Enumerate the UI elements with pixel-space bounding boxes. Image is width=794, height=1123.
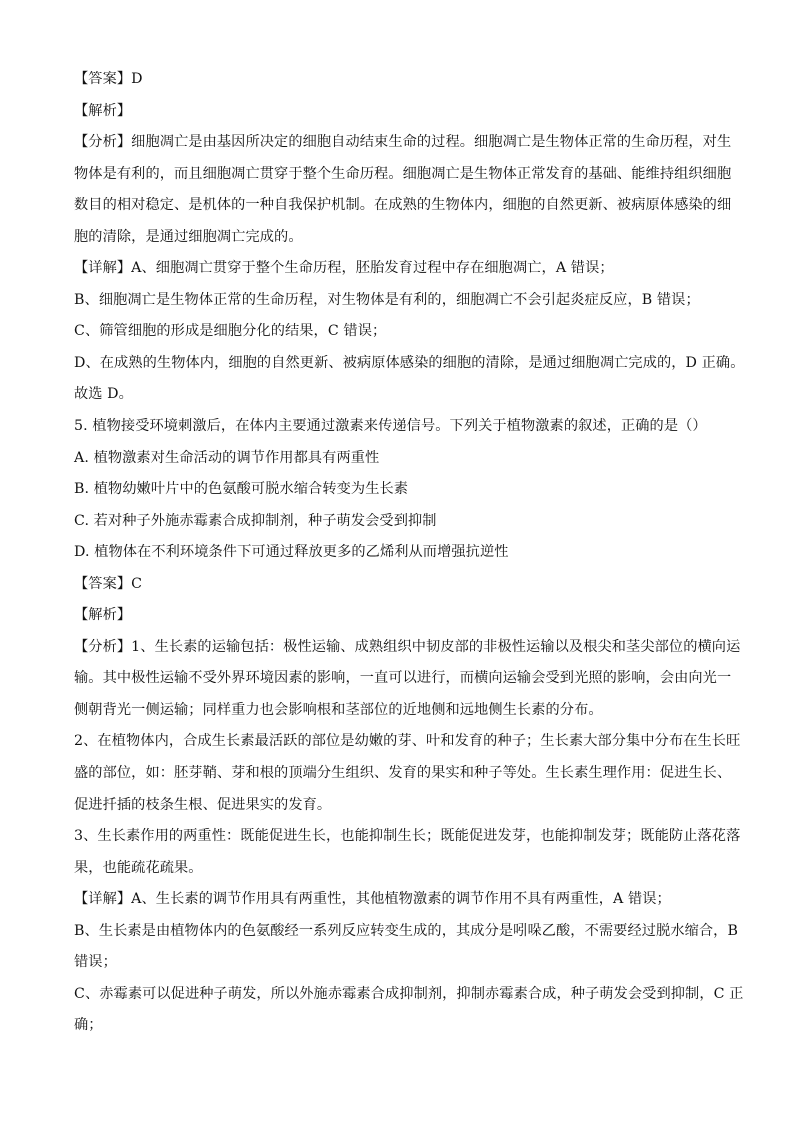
option-c: C. 若对种子外施赤霉素合成抑制剂，种子萌发会受到抑制: [74, 512, 437, 529]
detail-line: B、细胞凋亡是生物体正常的生命历程，对生物体是有利的，细胞凋亡不会引起炎症反应，B 错误；: [74, 291, 700, 308]
answer-line-q5: 【答案】C: [74, 575, 143, 592]
detail-line: 错误；: [74, 954, 117, 971]
analysis-text-line: 3、生长素作用的两重性：既能促进生长，也能抑制生长；既能促进发芽，也能抑制发芽；既能防止落花落: [74, 828, 741, 845]
analysis-text-line: 【分析】细胞凋亡是由基因所决定的细胞自动结束生命的过程。细胞凋亡是生物体正常的生命历程，对生: [74, 134, 732, 151]
analysis-text-line: 【分析】1、生长素的运输包括：极性运输、成熟组织中韧皮部的非极性运输以及根尖和茎尖部位的横向运: [74, 638, 741, 655]
analysis-heading-q4: 【解析】: [74, 102, 132, 119]
detail-line: 【详解】A、细胞凋亡贯穿于整个生命历程，胚胎发育过程中存在细胞凋亡，A 错误；: [74, 260, 614, 277]
analysis-text-line: 促进扦插的枝条生根、促进果实的发育。: [74, 796, 332, 813]
page-content: [74, 64, 745, 1042]
analysis-text-line: 果，也能疏花疏果。: [74, 859, 203, 876]
detail-line: C、赤霉素可以促进种子萌发，所以外施赤霉素合成抑制剂，抑制赤霉素合成，种子萌发会受到抑制，C 正: [74, 985, 744, 1002]
analysis-text-line: 输。其中极性运输不受外界环境因素的影响，一直可以进行，而横向运输会受到光照的影响，会由向光一: [74, 670, 732, 687]
option-a: A. 植物激素对生命活动的调节作用都具有两重性: [74, 449, 380, 466]
option-b: B. 植物幼嫩叶片中的色氨酸可脱水缩合转变为生长素: [74, 481, 409, 498]
detail-line: 确；: [74, 1017, 103, 1034]
answer-line-q4: 【答案】D: [74, 71, 143, 87]
analysis-text-line: 胞的清除，是通过细胞凋亡完成的。: [74, 228, 303, 245]
option-d: D. 植物体在不利环境条件下可通过释放更多的乙烯利从而增强抗逆性: [74, 544, 509, 561]
detail-line: B、生长素是由植物体内的色氨酸经一系列反应转变生成的，其成分是吲哚乙酸，不需要经过脱水缩合，B: [74, 922, 738, 939]
analysis-text-line: 盛的部位，如：胚芽鞘、芽和根的顶端分生组织、发育的果实和种子等处。生长素生理作用：促进生长、: [74, 765, 732, 782]
conclusion-line: 故选 D。: [74, 386, 133, 403]
question-5-stem: 5. 植物接受环境刺激后，在体内主要通过激素来传递信号。下列关于植物激素的叙述，正确的是（）: [74, 418, 707, 435]
detail-line: D、在成熟的生物体内，细胞的自然更新、被病原体感染的细胞的清除，是通过细胞凋亡完成的，D 正确。: [74, 354, 745, 371]
analysis-text-line: 物体是有利的，而且细胞凋亡贯穿于整个生命历程。细胞凋亡是生物体正常发育的基础、能维持组织细胞: [74, 165, 732, 182]
analysis-text-line: 数目的相对稳定、是机体的一种自我保护机制。在成熟的生物体内，细胞的自然更新、被病原体感染的细: [74, 197, 732, 214]
detail-line: C、筛管细胞的形成是细胞分化的结果，C 错误；: [74, 323, 387, 340]
analysis-heading-q5: 【解析】: [74, 607, 132, 624]
analysis-text-line: 2、在植物体内，合成生长素最活跃的部位是幼嫩的芽、叶和发育的种子；生长素大部分集中分布在生长旺: [74, 733, 741, 750]
analysis-text-line: 侧朝背光一侧运输；同样重力也会影响根和茎部位的近地侧和远地侧生长素的分布。: [74, 701, 603, 718]
detail-line: 【详解】A、生长素的调节作用具有两重性，其他植物激素的调节作用不具有两重性，A 错误；: [74, 891, 671, 908]
